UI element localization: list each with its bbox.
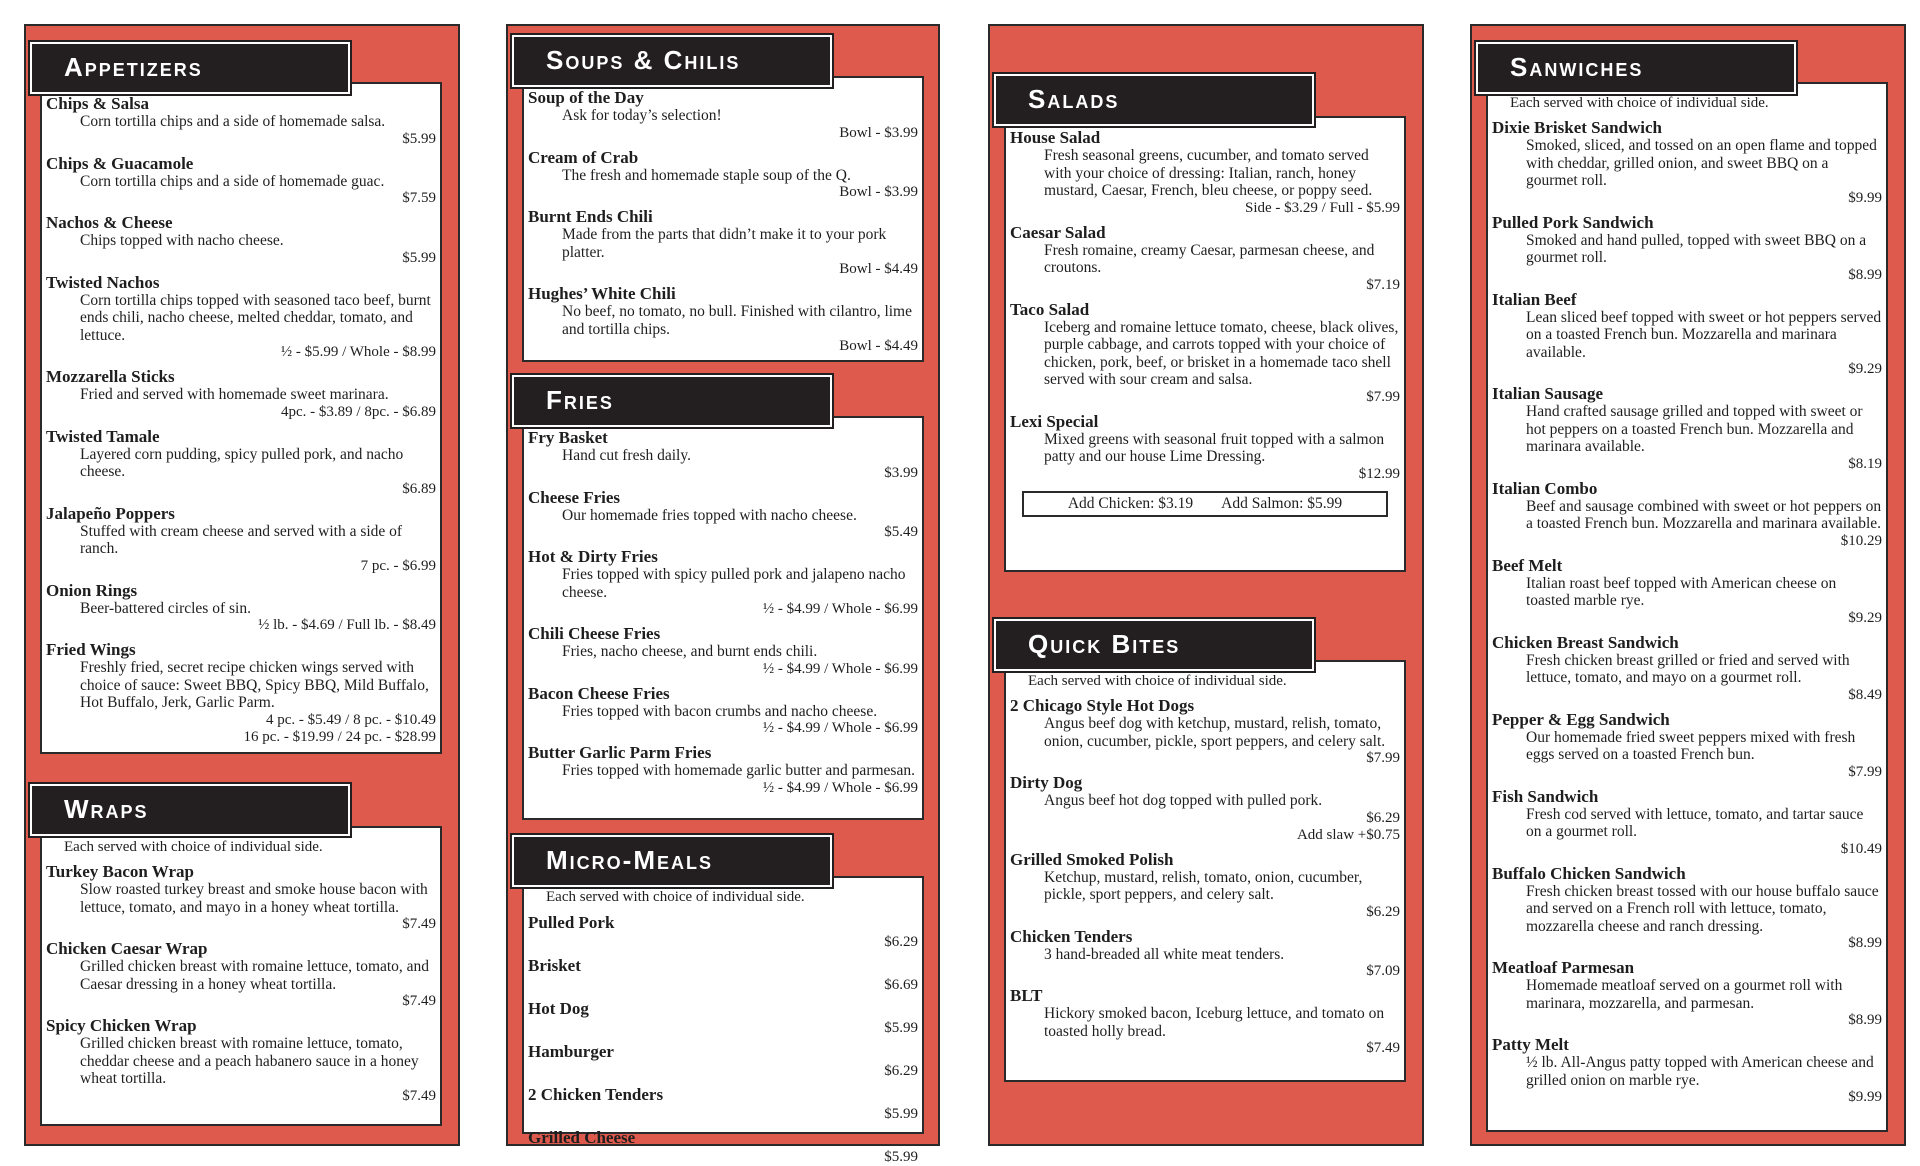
menu-item [528, 488, 918, 542]
item-name: Italian Sausage [1492, 384, 1603, 403]
item-price: ½ - $4.99 / Whole - $6.99 [762, 601, 918, 617]
menu-item [528, 684, 918, 738]
item-name: Chicken Caesar Wrap [46, 939, 208, 958]
item-price: $9.99 [1848, 189, 1882, 206]
item-price: $7.99 [1366, 750, 1400, 766]
item-price: $8.99 [1848, 935, 1882, 951]
item-price: $5.99 [402, 249, 436, 266]
wraps-box [40, 826, 442, 1126]
menu-item [46, 367, 436, 421]
item-price: $7.99 [1366, 388, 1400, 405]
item-description: Corn tortilla chips and a side of homemade salsa. [80, 113, 386, 130]
item-name: Taco Salad [1010, 299, 1090, 319]
menu-item [1492, 864, 1882, 953]
menu-item [528, 207, 918, 278]
quick-bites-box [1004, 660, 1406, 1082]
item-description: Ketchup, mustard, relish, tomato, onion, cucumber, pickle, sport peppers, and celery salt. [1044, 868, 1363, 903]
item-name: Dixie Brisket Sandwich [1492, 118, 1663, 137]
item-price: $3.99 [884, 464, 918, 481]
menu-item [1492, 213, 1882, 284]
menu-item [528, 1127, 918, 1166]
fries-box [522, 416, 924, 820]
appetizers-header: Appetizers [30, 42, 350, 94]
item-price: $6.29 [884, 934, 918, 950]
item-name: Chicken Breast Sandwich [1492, 632, 1679, 652]
item-description: Slow roasted turkey breast and smoke house bacon with lettuce, tomato, and mayo in a honey wheat tortilla. [80, 881, 428, 916]
appetizers-box [40, 82, 442, 754]
item-description: Grilled chicken breast with romaine lettuce, tomato, cheddar cheese and a peach habanero sauce in a honey wheat tortilla. [80, 1035, 419, 1087]
item-description: Our homemade fries topped with nacho cheese. [562, 506, 857, 524]
item-price: $7.59 [402, 190, 436, 206]
soups-box [522, 76, 924, 362]
menu-item [46, 94, 436, 148]
item-name: Hughes’ White Chili [528, 284, 676, 303]
menu-item [528, 955, 918, 994]
item-name: Fried Wings [46, 640, 136, 659]
menu-item [46, 939, 436, 1010]
item-price: $6.29 [884, 1063, 918, 1079]
item-name: Jalapeño Poppers [46, 503, 175, 523]
menu-item [528, 148, 918, 202]
fries-header: Fries [512, 375, 832, 427]
item-price: $10.29 [1840, 532, 1882, 549]
item-price: $10.49 [1840, 840, 1882, 857]
item-name: Twisted Tamale [46, 426, 160, 446]
menu-item [528, 428, 918, 482]
item-description: Iceberg and romaine lettuce tomato, cheese, black olives, purple cabbage, and carrots topped with your choice of chicken, pork, beef, or brisket in a homemade taco shell served with sour cream and salsa. [1044, 318, 1399, 388]
item-description: The fresh and homemade staple soup of the Q. [562, 166, 851, 184]
soups-header: Soups & Chilis [512, 35, 832, 87]
item-name: Dirty Dog [1010, 773, 1083, 792]
item-price: $9.29 [1848, 361, 1882, 377]
salads-header: Salads [994, 74, 1314, 126]
menu-item [528, 284, 918, 355]
item-name: Italian Combo [1492, 478, 1598, 498]
item-name: 2 Chicken Tenders [528, 1085, 664, 1104]
item-description: ½ lb. All-Angus patty topped with American cheese and grilled onion on marble rye. [1526, 1054, 1874, 1089]
item-name: Chips & Guacamole [46, 153, 194, 173]
menu-item [1492, 958, 1882, 1029]
item-price: $5.99 [884, 1149, 918, 1165]
item-description: Stuffed with cream cheese and served with a side of ranch. [80, 522, 403, 557]
salad-addons [1022, 491, 1388, 517]
menu-item [46, 1016, 436, 1105]
salads-box [1004, 116, 1406, 572]
item-price: Bowl - $4.49 [839, 338, 918, 354]
item-price: $6.89 [402, 480, 436, 497]
item-price: $8.99 [1848, 1012, 1882, 1028]
menu-item [46, 581, 436, 635]
item-name: Turkey Bacon Wrap [46, 862, 195, 881]
item-price: $6.69 [884, 977, 918, 993]
item-price: $9.29 [1848, 609, 1882, 626]
item-price: Bowl - $3.99 [839, 124, 918, 141]
item-price: $7.49 [402, 916, 436, 932]
item-name: Fish Sandwich [1492, 786, 1599, 806]
item-name: Hamburger [528, 1042, 614, 1061]
menu-item [46, 862, 436, 933]
menu-item [528, 1041, 918, 1080]
item-price: $6.29 [1366, 809, 1400, 826]
item-price: $5.49 [884, 524, 918, 540]
item-name: Patty Melt [1492, 1035, 1569, 1054]
menu-item [46, 640, 436, 746]
item-description: Ask for today’s selection! [562, 107, 722, 124]
item-description: Hickory smoked bacon, Iceburg lettuce, and tomato on toasted holly bread. [1044, 1005, 1385, 1040]
wraps-header: Wraps [30, 784, 350, 836]
menu-item [1492, 787, 1882, 858]
menu-item [1492, 1035, 1882, 1106]
menu-item [1010, 412, 1400, 483]
item-name: Cream of Crab [528, 147, 639, 167]
item-description: Fries topped with bacon crumbs and nacho cheese. [562, 702, 878, 720]
item-name: Meatloaf Parmesan [1492, 958, 1635, 977]
item-price: $8.99 [1848, 266, 1882, 283]
item-description: Beef and sausage combined with sweet or hot peppers on a toasted French bun. Mozzarella and marinara available. [1526, 497, 1882, 532]
menu-item [528, 547, 918, 618]
menu-item [1492, 384, 1882, 473]
micro-meals-box [522, 876, 924, 1165]
item-name: Bacon Cheese Fries [528, 683, 670, 703]
item-price: Bowl - $3.99 [839, 184, 918, 200]
menu-item [1010, 773, 1400, 844]
menu-item [528, 998, 918, 1037]
item-name: Buffalo Chicken Sandwich [1492, 863, 1686, 883]
addon-chicken: Add Chicken: $3.19 [1067, 494, 1194, 512]
item-price: $7.49 [1366, 1040, 1400, 1056]
item-description: Hand cut fresh daily. [562, 447, 691, 464]
item-name: Italian Beef [1492, 289, 1577, 309]
item-price: $8.49 [1848, 686, 1882, 703]
item-name: Pepper & Egg Sandwich [1492, 709, 1670, 729]
item-description: Hand crafted sausage grilled and topped with sweet or hot peppers on a toasted French bun. Mozzarella and marinara available. [1526, 403, 1863, 455]
item-description: Fresh chicken breast tossed with our house buffalo sauce and served on a French roll with lettuce, tomato, mozzarella cheese and ranch dressing. [1526, 882, 1879, 935]
item-description: Freshly fried, secret recipe chicken wings served with choice of sauce: Sweet BBQ, Spicy BBQ, Mild Buffalo, Hot Buffalo, Jerk, Garlic Parm. [80, 659, 429, 711]
item-price: $8.19 [1848, 455, 1882, 472]
menu-item [46, 504, 436, 575]
item-description: Fresh chicken breast grilled or fried and served with lettuce, tomato, and mayo on a gourmet roll. [1526, 651, 1850, 686]
menu-item [1492, 556, 1882, 627]
item-name: BLT [1010, 986, 1043, 1005]
item-price: $12.99 [1358, 465, 1400, 482]
section-note: Each served with choice of individual side. [1510, 95, 1769, 111]
item-name: Mozzarella Sticks [46, 367, 175, 386]
item-description: Fries topped with homemade garlic butter and parmesan. [562, 762, 915, 779]
item-name: 2 Chicago Style Hot Dogs [1010, 696, 1195, 715]
item-description: Angus beef dog with ketchup, mustard, relish, tomato, onion, cucumber, pickle, sport peppers, and celery salt. [1044, 715, 1386, 750]
item-name: Soup of the Day [528, 88, 644, 107]
item-name: Chicken Tenders [1010, 926, 1133, 946]
item-name: Grilled Cheese [528, 1128, 636, 1147]
menu-item [1492, 710, 1882, 781]
item-name: Twisted Nachos [46, 272, 160, 292]
item-description: Fries topped with spicy pulled pork and jalapeno nacho cheese. [562, 566, 906, 601]
item-price: $7.49 [402, 993, 436, 1009]
item-name: Caesar Salad [1010, 222, 1106, 242]
menu-item [1010, 128, 1400, 217]
menu-item [46, 154, 436, 208]
item-description: Beer-battered circles of sin. [80, 599, 251, 617]
menu-item [46, 213, 436, 267]
menu-item [1492, 118, 1882, 207]
item-description: Fresh seasonal greens, cucumber, and tomato served with your choice of dressing: Italian, ranch, honey mustard, Caesar, French, bleu cheese, or poppy seed. [1044, 147, 1373, 199]
item-description: No beef, no tomato, no bull. Finished with cilantro, lime and tortilla chips. [562, 303, 912, 338]
item-price-extra: 16 pc. - $19.99 / 24 pc. - $28.99 [243, 728, 436, 745]
item-name: House Salad [1010, 128, 1101, 147]
item-description: Homemade meatloaf served on a gourmet roll with marinara, mozzarella, and parmesan. [1526, 977, 1843, 1012]
item-price-extra: Add slaw +$0.75 [1296, 826, 1400, 843]
item-description: Chips topped with nacho cheese. [80, 232, 284, 249]
item-name: Pulled Pork [528, 913, 615, 932]
item-description: Fresh romaine, creamy Caesar, parmesan cheese, and croutons. [1044, 241, 1375, 276]
item-name: Fry Basket [528, 428, 608, 447]
menu-item [528, 88, 918, 142]
item-price: Side - $3.29 / Full - $5.99 [1244, 199, 1400, 216]
item-price: $9.99 [1848, 1089, 1882, 1105]
sandwiches-header: Sanwiches [1476, 42, 1796, 94]
item-price: $7.19 [1366, 276, 1400, 293]
item-name: Spicy Chicken Wrap [46, 1016, 197, 1035]
item-price: ½ lb. - $4.69 / Full lb. - $8.49 [258, 617, 436, 633]
item-price: $7.49 [402, 1087, 436, 1104]
item-price: ½ - $5.99 / Whole - $8.99 [280, 344, 436, 360]
item-price: ½ - $4.99 / Whole - $6.99 [762, 779, 918, 796]
item-price: $5.99 [402, 130, 436, 147]
section-note: Each served with choice of individual side. [546, 889, 805, 905]
item-description: Italian roast beef topped with American cheese on toasted marble rye. [1526, 574, 1837, 609]
item-name: Nachos & Cheese [46, 213, 173, 232]
menu-item [1010, 696, 1400, 767]
item-description: 3 hand-breaded all white meat tenders. [1044, 945, 1285, 963]
item-description: Our homemade fried sweet peppers mixed with fresh eggs served on a toasted French bun. [1526, 728, 1856, 763]
menu-item [46, 427, 436, 498]
item-description: Fries, nacho cheese, and burnt ends chili. [562, 643, 818, 660]
menu-item [1492, 290, 1882, 379]
item-description: Corn tortilla chips topped with seasoned taco beef, burnt ends chili, nacho cheese, melted cheddar, tomato, and lettuce. [80, 291, 431, 344]
menu-item [1492, 633, 1882, 704]
item-price: ½ - $4.99 / Whole - $6.99 [762, 720, 918, 736]
item-price: $5.99 [884, 1020, 918, 1036]
item-price: 7 pc. - $6.99 [360, 557, 436, 574]
item-name: Onion Rings [46, 580, 138, 600]
item-name: Burnt Ends Chili [528, 207, 653, 226]
menu-item [46, 273, 436, 362]
menu-item [1010, 300, 1400, 406]
item-name: Brisket [528, 956, 581, 975]
item-description: Made from the parts that didn’t make it to your pork platter. [562, 226, 887, 261]
item-description: Smoked, sliced, and tossed on an open flame and topped with cheddar, grilled onion, and sweet BBQ on a gourmet roll. [1526, 137, 1877, 189]
menu-item [1010, 927, 1400, 981]
item-name: Hot Dog [528, 999, 589, 1018]
item-price: $5.99 [884, 1106, 918, 1122]
section-note: Each served with choice of individual side. [64, 839, 323, 855]
item-description: Smoked and hand pulled, topped with sweet BBQ on a gourmet roll. [1526, 231, 1867, 266]
menu-item [528, 912, 918, 951]
item-name: Butter Garlic Parm Fries [528, 743, 712, 762]
item-name: Chili Cheese Fries [528, 624, 661, 643]
sandwiches-box [1486, 82, 1888, 1132]
item-description: Fresh cod served with lettuce, tomato, and tartar sauce on a gourmet roll. [1526, 805, 1864, 840]
item-price: Bowl - $4.49 [839, 261, 918, 277]
menu-item [1492, 479, 1882, 550]
item-price: $7.99 [1848, 763, 1882, 780]
item-description: Lean sliced beef topped with sweet or hot peppers served on a toasted French bun. Mozzarella and marinara available. [1526, 308, 1882, 361]
item-price: 4 pc. - $5.49 / 8 pc. - $10.49 [266, 711, 436, 728]
item-description: Corn tortilla chips and a side of homemade guac. [80, 172, 385, 190]
item-price: ½ - $4.99 / Whole - $6.99 [762, 660, 918, 677]
item-price: $6.29 [1366, 903, 1400, 920]
item-name: Pulled Pork Sandwich [1492, 212, 1654, 232]
item-description: Mixed greens with seasonal fruit topped with a salmon patty and our house Lime Dressing. [1044, 430, 1385, 465]
item-description: Grilled chicken breast with romaine lettuce, tomato, and Caesar dressing in a honey wheat tortilla. [80, 958, 430, 993]
micro-meals-header: Micro-Meals [512, 835, 832, 887]
item-price: 4pc. - $3.89 / 8pc. - $6.89 [281, 403, 436, 420]
quick-bites-header: Quick Bites [994, 619, 1314, 671]
item-description: Layered corn pudding, spicy pulled pork, and nacho cheese. [80, 445, 404, 480]
section-note: Each served with choice of individual side. [1028, 673, 1287, 689]
item-name: Chips & Salsa [46, 94, 149, 113]
item-price: $7.09 [1366, 963, 1400, 979]
item-name: Lexi Special [1010, 411, 1099, 431]
salads-items [1010, 128, 1400, 483]
menu-item [528, 624, 918, 678]
menu-item [528, 743, 918, 797]
menu-item [1010, 986, 1400, 1057]
item-name: Cheese Fries [528, 487, 621, 507]
menu-item [528, 1084, 918, 1123]
item-description: Fried and served with homemade sweet marinara. [80, 386, 389, 403]
item-name: Hot & Dirty Fries [528, 547, 658, 566]
item-name: Grilled Smoked Polish [1010, 849, 1174, 869]
menu-item [1010, 223, 1400, 294]
menu-item [1010, 850, 1400, 921]
item-name: Beef Melt [1492, 555, 1563, 575]
item-description: Angus beef hot dog topped with pulled pork. [1044, 792, 1323, 809]
addon-salmon: Add Salmon: $5.99 [1221, 494, 1343, 512]
